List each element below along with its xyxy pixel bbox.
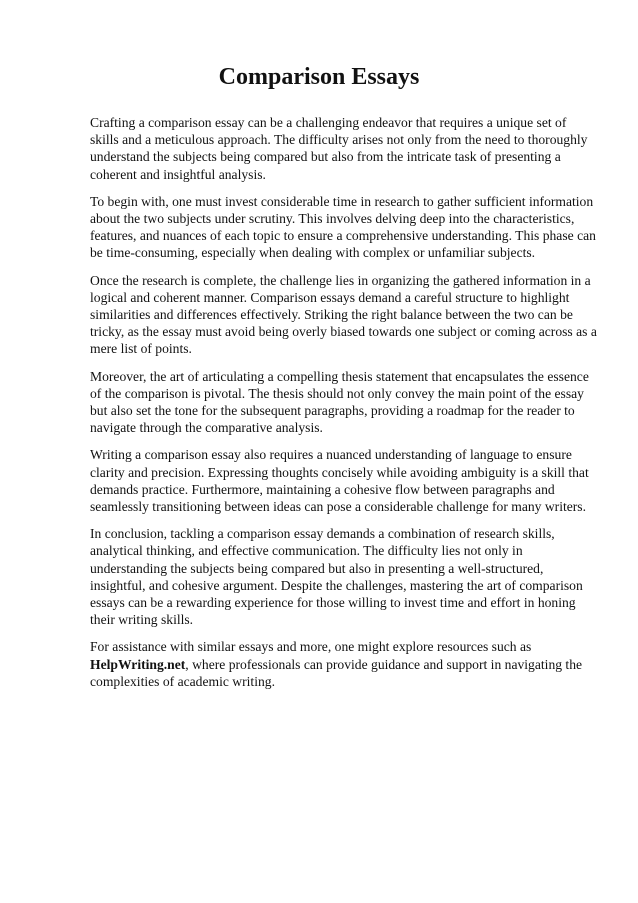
paragraph-language: Writing a comparison essay also requires a nuanced understanding of language to ensure clarity and precision. Expressing thoughts concisely while avoiding ambiguity is a skill that demands practice. Furthermore, maintaining a cohesive flow between paragraphs and seamlessly transitioning between ideas can pose a considerable challenge for many writers.: [90, 447, 589, 515]
document-title: Comparison Essays: [218, 64, 420, 90]
helpwriting-link[interactable]: HelpWriting.net: [90, 656, 186, 672]
paragraph-research: To begin with, one must invest considerable time in research to gather sufficient information about the two subjects under scrutiny. This involves delving deep into the characteristics, features, and nuances of each topic to ensure a comprehensive understanding. This phase can be time-consuming, especially when dealing with complex or unfamiliar subjects.: [90, 193, 596, 261]
paragraph-thesis: Moreover, the art of articulating a compelling thesis statement that encapsulates the essence of the comparison is pivotal. The thesis should not only convey the main point of the essay but also set the tone for the subsequent paragraphs, providing a roadmap for the reader to navigate through the comparative analysis.: [90, 368, 589, 436]
paragraph-intro: Crafting a comparison essay can be a challenging endeavor that requires a unique set of skills and a meticulous approach. The difficulty arises not only from the need to thoroughly understand the subjects being compared but also from the intricate task of presenting a coherent and insightful analysis.: [90, 115, 588, 182]
closing-text-before-link: For assistance with similar essays and more, one might explore resources such as: [90, 639, 532, 655]
paragraph-conclusion: In conclusion, tackling a comparison essay demands a combination of research skills, analytical thinking, and effective communication. The difficulty lies not only in understanding the subjects being compared but also in presenting a well-structured, insightful, and cohesive argument. Despite the challenges, mastering the art of comparison essays can be a rewarding experience for those willing to invest time and effort in honing their writing skills.: [90, 526, 583, 628]
closing-text-after-link: , where professionals can provide guidance and support in navigating the complexities of academic writing.: [90, 656, 583, 689]
paragraph-organization: Once the research is complete, the challenge lies in organizing the gathered information in a logical and coherent manner. Comparison essays demand a careful structure to highlight similarities and differences effectively. Striking the right balance between the two can be tricky, as the essay must avoid being overly biased towards one subject or coming across as a mere list of points.: [90, 272, 597, 357]
paragraph-closing: [90, 638, 598, 690]
